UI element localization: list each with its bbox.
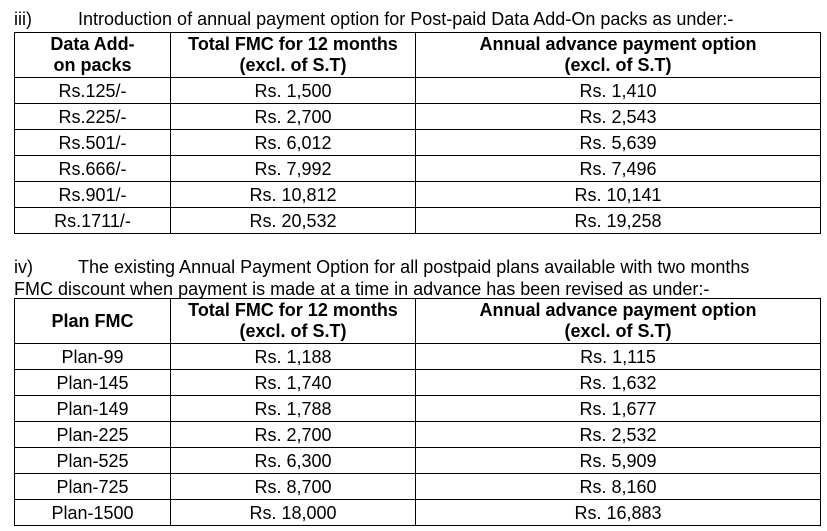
total-fmc-cell: Rs. 6,012 [171, 130, 416, 156]
table-row [15, 500, 821, 526]
annual-advance-cell: Rs. 2,532 [416, 422, 821, 448]
pack-cell: Rs.1711/- [15, 208, 171, 234]
section-4-text-line1: The existing Annual Payment Option for all postpaid plans available with two months [78, 257, 750, 277]
annual-advance-cell: Rs. 2,543 [416, 104, 821, 130]
plan-cell: Plan-145 [15, 370, 171, 396]
header-text: Annual advance payment option (excl. of S.T) [479, 34, 757, 75]
section-4-heading [14, 256, 749, 300]
plan-cell: Plan-1500 [15, 500, 171, 526]
annual-advance-cell: Rs. 5,639 [416, 130, 821, 156]
pack-cell: Rs.666/- [15, 156, 171, 182]
table-row [15, 78, 821, 104]
total-fmc-cell: Rs. 1,188 [171, 344, 416, 370]
section-3-text: Introduction of annual payment option for Post-paid Data Add-On packs as under:- [78, 9, 734, 29]
plan-cell: Plan-149 [15, 396, 171, 422]
column-header-annual-advance [416, 299, 821, 344]
column-header-annual-advance [416, 33, 821, 78]
table-row [15, 182, 821, 208]
table-row [15, 130, 821, 156]
total-fmc-cell: Rs. 1,500 [171, 78, 416, 104]
plan-cell: Plan-225 [15, 422, 171, 448]
plan-cell: Plan-525 [15, 448, 171, 474]
data-addon-table [14, 32, 821, 234]
total-fmc-cell: Rs. 6,300 [171, 448, 416, 474]
total-fmc-cell: Rs. 2,700 [171, 104, 416, 130]
section-4-number: iv) [14, 257, 33, 277]
total-fmc-cell: Rs. 1,788 [171, 396, 416, 422]
table-row [15, 208, 821, 234]
section-3-heading [14, 8, 733, 30]
section-3-number: iii) [14, 9, 32, 29]
column-header-total-fmc [171, 33, 416, 78]
table-row [15, 370, 821, 396]
table-row [15, 448, 821, 474]
total-fmc-cell: Rs. 2,700 [171, 422, 416, 448]
annual-advance-cell: Rs. 1,115 [416, 344, 821, 370]
total-fmc-cell: Rs. 8,700 [171, 474, 416, 500]
pack-cell: Rs.225/- [15, 104, 171, 130]
annual-advance-cell: Rs. 1,410 [416, 78, 821, 104]
column-header-total-fmc [171, 299, 416, 344]
table-row [15, 422, 821, 448]
table-row [15, 344, 821, 370]
total-fmc-cell: Rs. 10,812 [171, 182, 416, 208]
header-text: Data Add- on packs [50, 34, 135, 75]
annual-advance-cell: Rs. 10,141 [416, 182, 821, 208]
plan-cell: Plan-99 [15, 344, 171, 370]
annual-advance-cell: Rs. 8,160 [416, 474, 821, 500]
pack-cell: Rs.501/- [15, 130, 171, 156]
table-row [15, 474, 821, 500]
annual-advance-cell: Rs. 16,883 [416, 500, 821, 526]
annual-advance-cell: Rs. 19,258 [416, 208, 821, 234]
header-text: Annual advance payment option (excl. of S.T) [479, 300, 757, 341]
header-text: Total FMC for 12 months (excl. of S.T) [188, 34, 398, 75]
data-addon-header-row [15, 33, 821, 78]
total-fmc-cell: Rs. 7,992 [171, 156, 416, 182]
total-fmc-cell: Rs. 20,532 [171, 208, 416, 234]
header-text: Plan FMC [51, 310, 134, 331]
annual-advance-cell: Rs. 7,496 [416, 156, 821, 182]
pack-cell: Rs.125/- [15, 78, 171, 104]
table-row [15, 396, 821, 422]
annual-advance-cell: Rs. 1,632 [416, 370, 821, 396]
pack-cell: Rs.901/- [15, 182, 171, 208]
total-fmc-cell: Rs. 1,740 [171, 370, 416, 396]
table-row [15, 104, 821, 130]
column-header-plan-fmc [15, 299, 171, 344]
annual-advance-cell: Rs. 5,909 [416, 448, 821, 474]
plan-fmc-table [14, 298, 821, 526]
table-row [15, 156, 821, 182]
annual-advance-cell: Rs. 1,677 [416, 396, 821, 422]
plan-cell: Plan-725 [15, 474, 171, 500]
header-text: Total FMC for 12 months (excl. of S.T) [188, 300, 398, 341]
total-fmc-cell: Rs. 18,000 [171, 500, 416, 526]
column-header-data-addon-packs [15, 33, 171, 78]
section-4-text-line2: FMC discount when payment is made at a time in advance has been revised as under:- [14, 279, 710, 299]
plan-fmc-header-row [15, 299, 821, 344]
